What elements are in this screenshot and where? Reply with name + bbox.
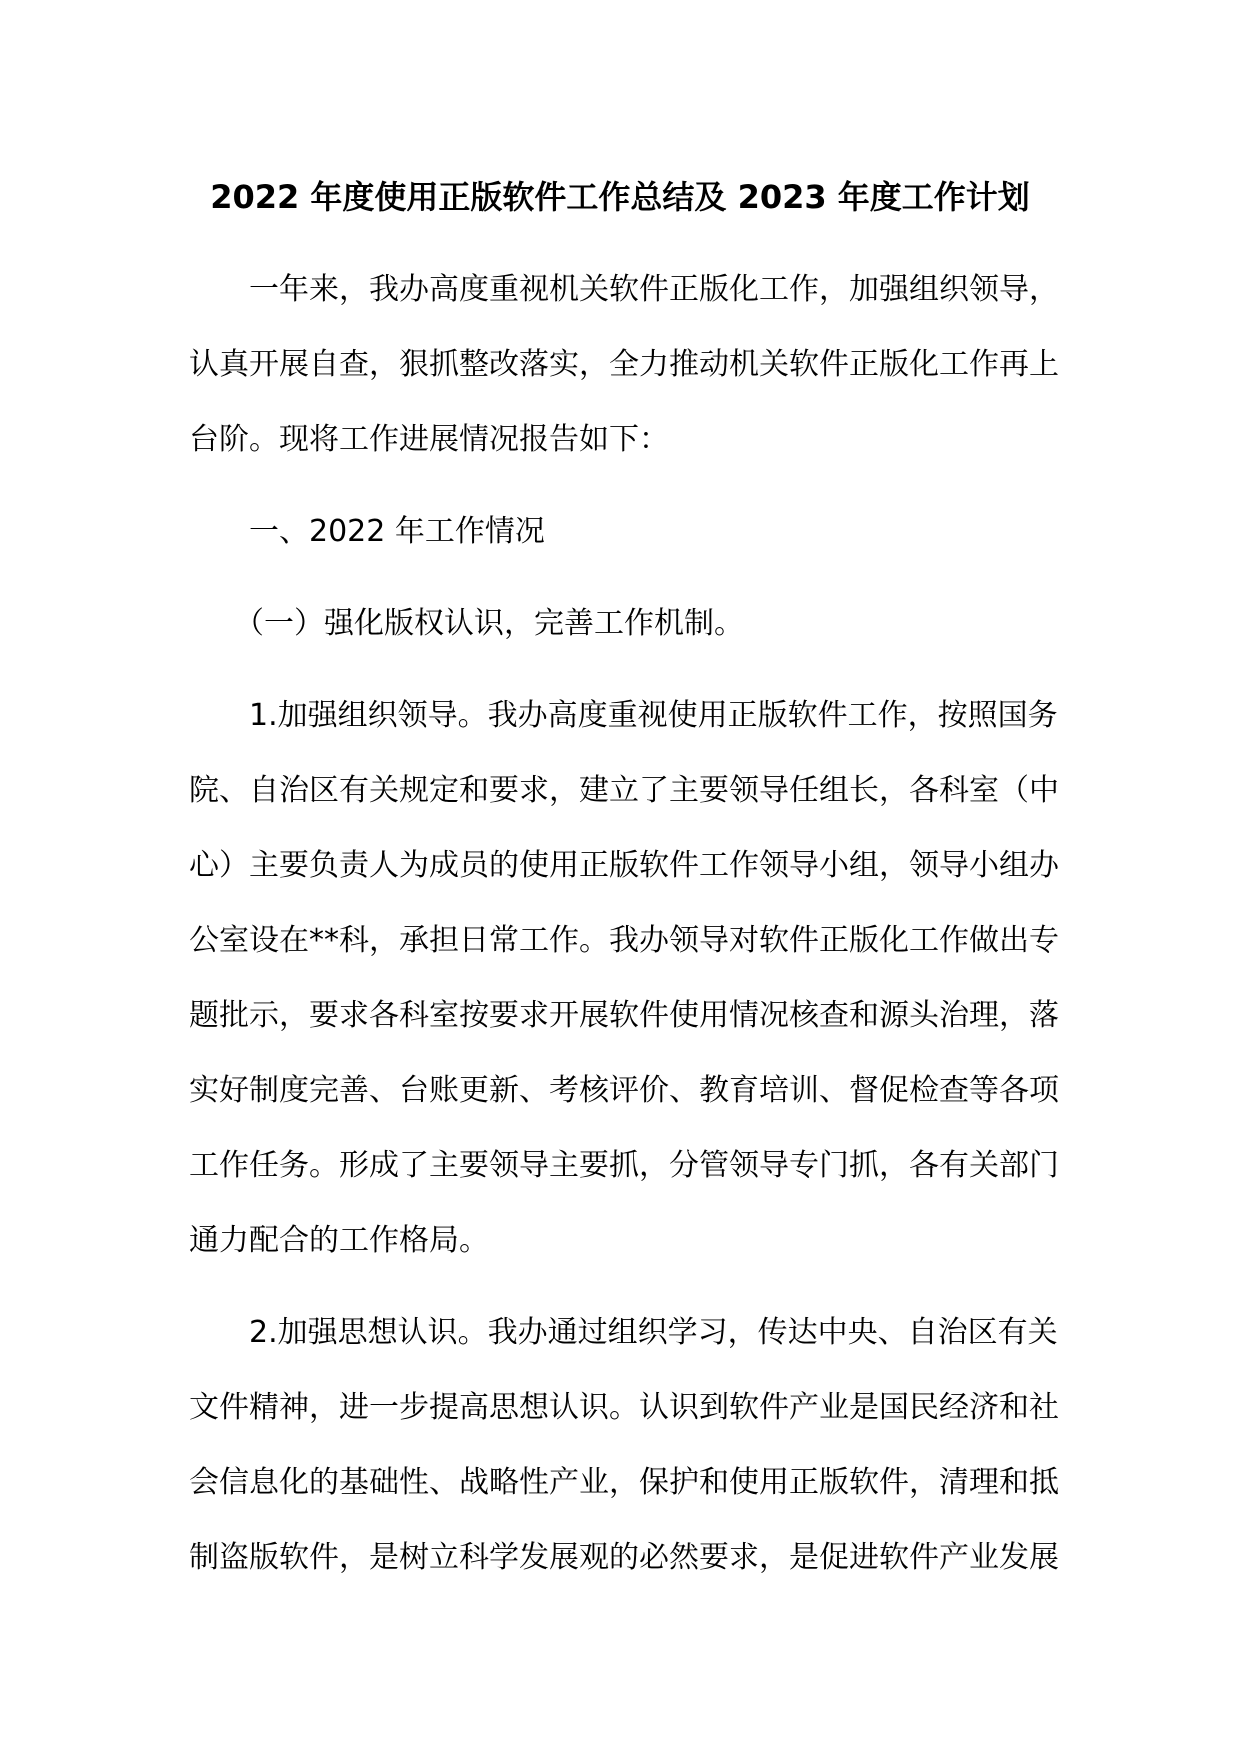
paragraph-organization-leadership: [189, 678, 1057, 1278]
text-line: 台阶。现将工作进展情况报告如下：: [189, 422, 669, 457]
text-line: 一、2022 年工作情况: [249, 514, 545, 549]
text-line: 1.加强组织领导。我办高度重视使用正版软件工作，按照国务: [249, 698, 1058, 733]
text-line: 制盗版软件，是树立科学发展观的必然要求，是促进软件产业发展: [189, 1540, 1059, 1575]
text-line: 公室设在**科，承担日常工作。我办领导对软件正版化工作做出专: [189, 923, 1059, 958]
section-heading: [189, 494, 1057, 569]
text-line: （一）强化版权认识，完善工作机制。: [234, 606, 744, 641]
subsection-heading: [189, 586, 1057, 661]
text-line: 工作任务。形成了主要领导主要抓，分管领导专门抓，各有关部门: [189, 1148, 1059, 1183]
text-line: 2.加强思想认识。我办通过组织学习，传达中央、自治区有关: [249, 1315, 1058, 1350]
document-title: 2022 年度使用正版软件工作总结及 2023 年度工作计划: [210, 178, 1030, 216]
text-line: 实好制度完善、台账更新、考核评价、教育培训、督促检查等各项: [189, 1073, 1059, 1108]
text-line: 通力配合的工作格局。: [189, 1223, 489, 1258]
text-line: 心）主要负责人为成员的使用正版软件工作领导小组，领导小组办: [189, 848, 1059, 883]
text-line: 会信息化的基础性、战略性产业，保护和使用正版软件，清理和抵: [189, 1465, 1059, 1500]
text-line: 题批示，要求各科室按要求开展软件使用情况核查和源头治理，落: [189, 998, 1059, 1033]
intro-paragraph: [189, 252, 1057, 477]
text-line: 认真开展自查，狠抓整改落实，全力推动机关软件正版化工作再上: [189, 347, 1059, 382]
text-line: 院、自治区有关规定和要求，建立了主要领导任组长，各科室（中: [189, 773, 1059, 808]
paragraph-ideological-awareness: [189, 1295, 1057, 1595]
document-body: [189, 252, 1057, 1612]
text-line: 一年来，我办高度重视机关软件正版化工作，加强组织领导，: [249, 272, 1059, 307]
text-line: 文件精神，进一步提高思想认识。认识到软件产业是国民经济和社: [189, 1390, 1059, 1425]
